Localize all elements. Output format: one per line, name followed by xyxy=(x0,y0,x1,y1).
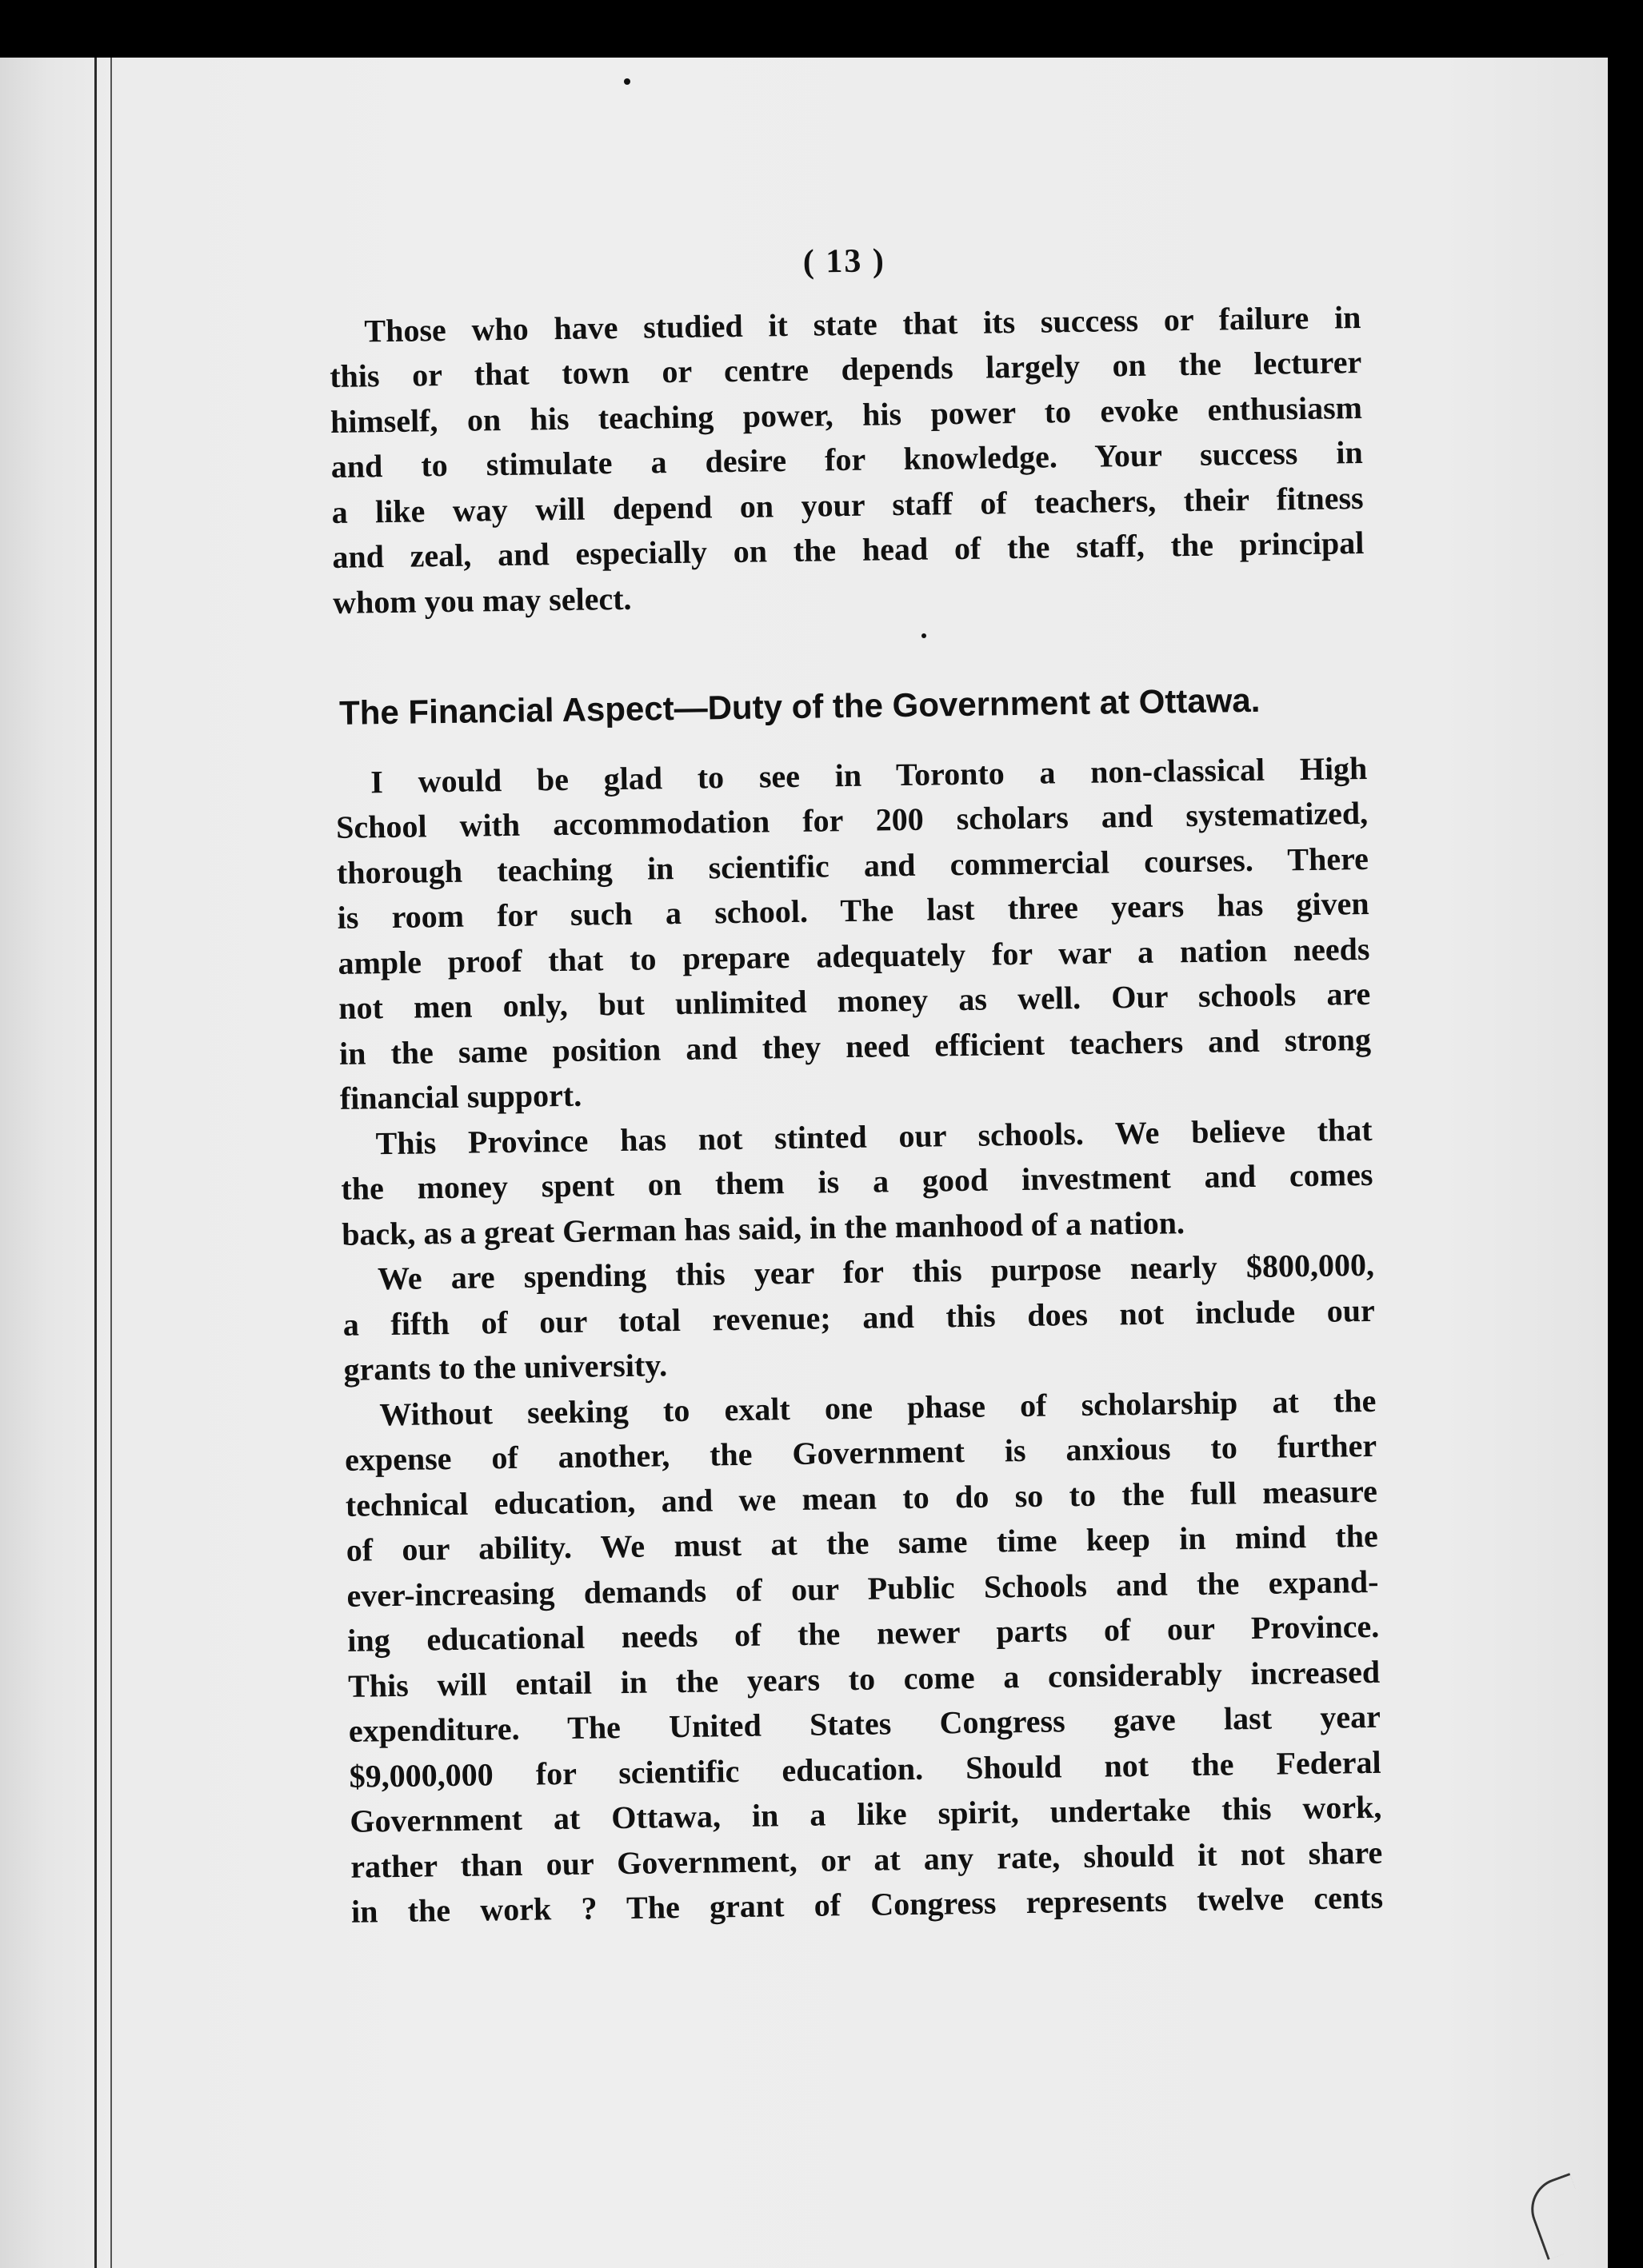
text-line: I would be glad to see in Toronto a non-classical High xyxy=(370,749,1368,800)
text-line: this or that town or centre depends largely on the lecturer xyxy=(329,343,1362,394)
scan-speck xyxy=(624,78,630,85)
scan-border-right xyxy=(1608,58,1643,2268)
paragraph-lecturer xyxy=(329,294,1365,625)
text-line: School with accommodation for 200 scholars and systematized, xyxy=(335,794,1369,845)
text-line: of our ability. We must at the same time keep in mind the xyxy=(346,1517,1378,1568)
text-line: and to stimulate a desire for knowledge. Your success in xyxy=(330,433,1364,485)
text-line: This Province has not stinted our schools. We believe that xyxy=(375,1111,1373,1161)
text-line: whom you may select. xyxy=(332,580,632,621)
text-line: expense of another, the Government is anxious to further xyxy=(344,1427,1377,1478)
text-line: is room for such a school. The last three years has given xyxy=(337,884,1369,936)
text-line: in the same position and they need efficient teachers and strong xyxy=(338,1020,1372,1072)
text-line: not men only, but unlimited money as well. Our schools are xyxy=(338,975,1371,1026)
text-line: Without seeking to exalt one phase of scholarship at the xyxy=(379,1382,1377,1432)
binding-gutter-line xyxy=(94,58,97,2268)
text-line: grants to the university. xyxy=(343,1347,668,1388)
text-line: This will entail in the years to come a considerably increased xyxy=(347,1653,1381,1704)
paragraph-province xyxy=(340,1107,1373,1256)
page-text xyxy=(328,232,1383,1935)
paragraph-technical-education xyxy=(344,1378,1383,1935)
text-line: rather than our Government, or at any rate, should it not share xyxy=(350,1834,1383,1885)
text-line: a fifth of our total revenue; and this does not include our xyxy=(342,1292,1376,1343)
page-corner-curl xyxy=(1522,2173,1595,2260)
text-line: himself, on his teaching power, his power to evoke enthusiasm xyxy=(330,389,1363,440)
text-line: in the work ? The grant of Congress represents twelve cents xyxy=(350,1879,1384,1930)
text-line: Those who have studied it state that its success or failure in xyxy=(364,298,1361,349)
paragraph-spending xyxy=(342,1243,1376,1392)
section-heading: The Financial Aspect—Duty of the Government at Ottawa. xyxy=(338,681,1261,732)
text-line: expenditure. The United States Congress gave last year xyxy=(348,1698,1381,1749)
text-line: ing educational needs of the newer parts of our Province. xyxy=(347,1607,1380,1659)
text-line: back, as a great German has said, in the manhood of a nation. xyxy=(341,1204,1185,1252)
text-line: Government at Ottawa, in a like spirit, undertake this work, xyxy=(350,1788,1382,1839)
text-line: financial support. xyxy=(339,1076,582,1116)
text-line: We are spending this year for this purpose nearly $800,000, xyxy=(377,1246,1375,1297)
binding-gutter-line-inner xyxy=(110,58,112,2268)
text-line: and zeal, and especially on the head of the staff, the principal xyxy=(332,524,1365,575)
text-line: the money spent on them is a good investment and comes xyxy=(341,1156,1373,1207)
text-line: thorough teaching in scientific and commercial courses. There xyxy=(336,840,1369,891)
text-line: a like way will depend on your staff of teachers, their fitness xyxy=(331,479,1364,530)
text-line: $9,000,000 for scientific education. Should not the Federal xyxy=(349,1743,1381,1795)
paragraph-high-school xyxy=(335,745,1372,1121)
page-number: ( 13 ) xyxy=(802,242,886,281)
text-line: technical education, and we mean to do so to the full measure xyxy=(345,1472,1378,1523)
text-line: ample proof that to prepare adequately for war a nation needs xyxy=(338,930,1370,981)
text-line: ever-increasing demands of our Public Schools and the expand- xyxy=(346,1563,1379,1614)
